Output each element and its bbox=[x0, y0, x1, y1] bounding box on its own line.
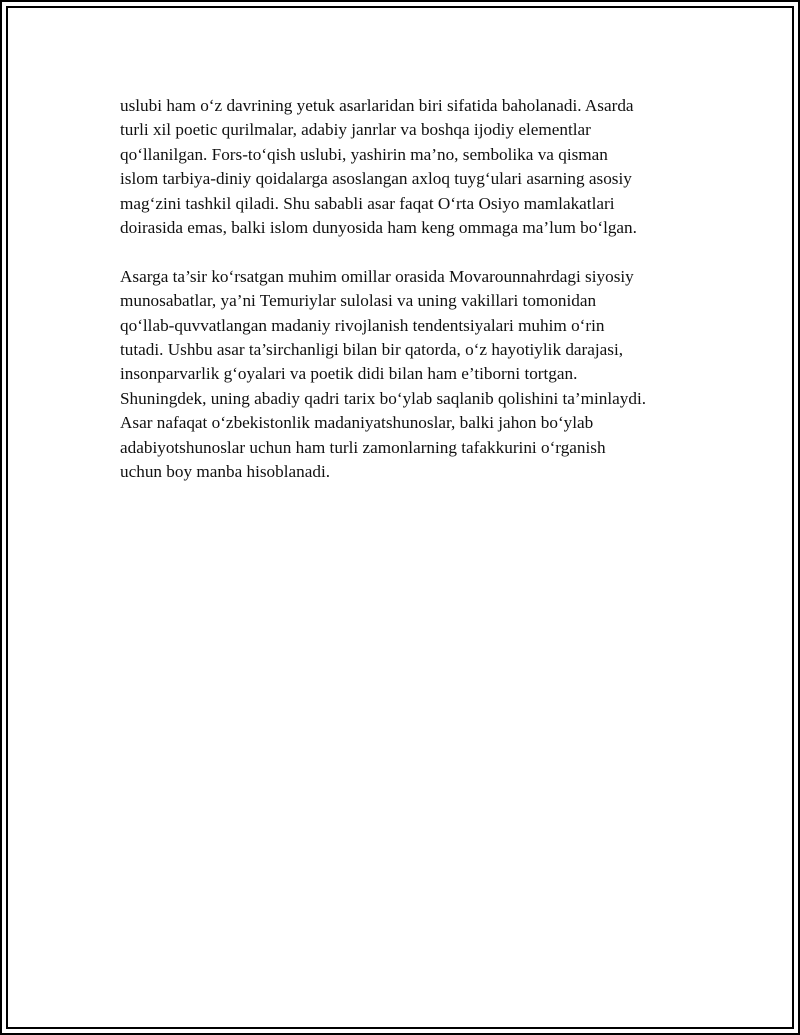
text-line: tutadi. Ushbu asar ta’sirchanligi bilan bir qatorda, o‘z hayotiylik darajasi, bbox=[120, 340, 624, 360]
text-line: uslubi ham o‘z davrining yetuk asarlaridan biri sifatida baholanadi. Asarda bbox=[120, 96, 634, 115]
text-line: munosabatlar, ya’ni Temuriylar sulolasi va uning vakillari tomonidan bbox=[120, 291, 597, 311]
paragraph-2 bbox=[120, 265, 710, 485]
text-line: mag‘zini tashkil qiladi. Shu sababli asar faqat O‘rta Osiyo mamlakatlari bbox=[120, 193, 615, 213]
text-line: Asar nafaqat o‘zbekistonlik madaniyatshunoslar, balki jahon bo‘ylab bbox=[120, 413, 594, 433]
text-line: uchun boy manba hisoblanadi. bbox=[120, 462, 331, 482]
paragraph-1 bbox=[120, 94, 710, 240]
text-line: adabiyotshunoslar uchun ham turli zamonlarning tafakkurini o‘rganish bbox=[120, 437, 606, 457]
text-line: Shuningdek, uning abadiy qadri tarix bo‘ylab saqlanib qolishini ta’minlaydi. bbox=[120, 388, 647, 408]
document-body bbox=[120, 94, 710, 484]
text-line: turli xil poetic qurilmalar, adabiy janrlar va boshqa ijodiy elementlar bbox=[120, 120, 591, 140]
text-line: qo‘llanilgan. Fors-to‘qish uslubi, yashirin ma’no, sembolika va qisman bbox=[120, 144, 608, 164]
text-line: qo‘llab-quvvatlangan madaniy rivojlanish tendentsiyalari muhim o‘rin bbox=[120, 315, 605, 335]
text-line: Asarga ta’sir ko‘rsatgan muhim omillar orasida Movarounnahrdagi siyosiy bbox=[120, 266, 634, 286]
text-line: islom tarbiya-diniy qoidalarga asoslangan axloq tuyg‘ulari asarning asosiy bbox=[120, 169, 632, 189]
text-line: insonparvarlik g‘oyalari va poetik didi bilan ham e’tiborni tortgan. bbox=[120, 364, 578, 384]
text-line: doirasida emas, balki islom dunyosida ham keng ommaga ma’lum bo‘lgan. bbox=[120, 218, 637, 238]
